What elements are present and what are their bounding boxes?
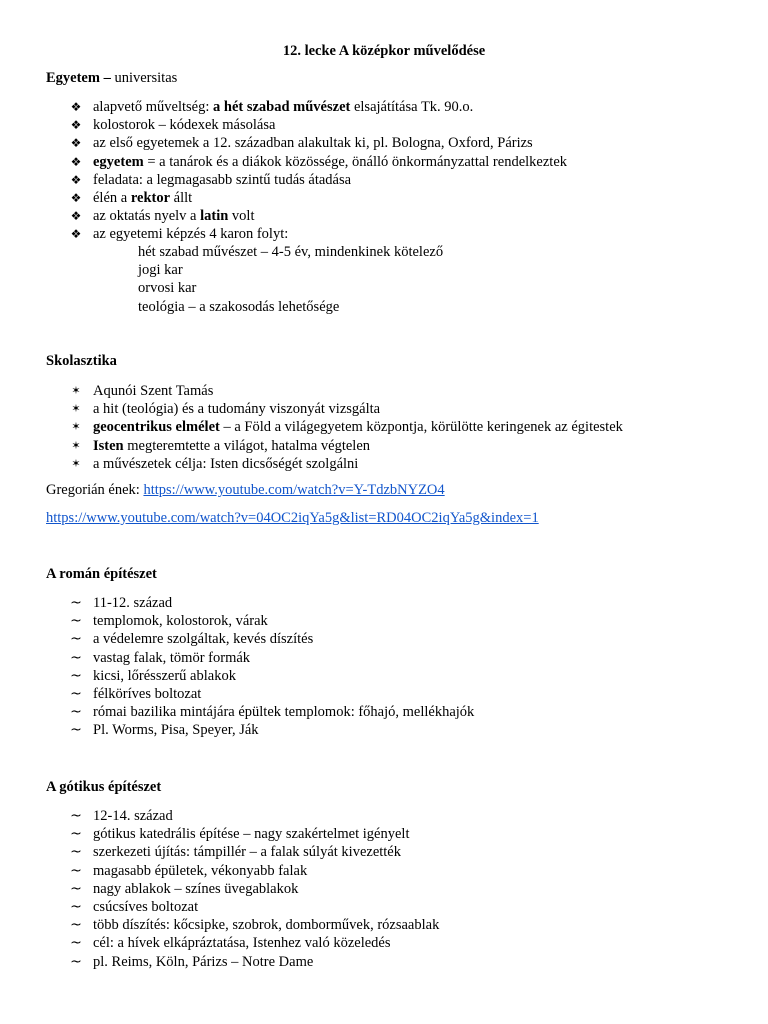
item-text: az első egyetemek a 12. században alakultak ki, pl. Bologna, Oxford, Párizs: [93, 135, 533, 152]
diamond-bullet-icon: ❖: [70, 190, 82, 205]
item-text: = a tanárok és a diákok közössége, önálló önkormányzattal rendelkeztek: [143, 153, 568, 170]
item-text: több díszítés: kőcsipke, szobrok, domborművek, rózsaablak: [93, 917, 440, 934]
egyetem-sub-list: [138, 243, 443, 316]
item-text: félköríves boltozat: [93, 685, 202, 702]
item-text: vastag falak, tömör formák: [93, 649, 251, 666]
diamond-bullet-icon: ❖: [70, 100, 82, 114]
diamond-bullet-icon: ❖: [70, 172, 82, 187]
tilde-bullet-icon: ~: [70, 917, 82, 934]
item-text: feladata: a legmagasabb szintű tudás átadása: [93, 171, 352, 188]
item-text: Pl. Worms, Pisa, Speyer, Ják: [93, 722, 259, 739]
tilde-bullet-icon: ~: [70, 844, 82, 861]
list-item: [0, 98, 567, 116]
tilde-bullet-icon: ~: [70, 613, 82, 630]
item-text: volt: [228, 208, 255, 225]
section-heading-skolasztika: [46, 353, 117, 370]
item-text: a művészetek célja: Isten dicsőségét szolgálni: [93, 455, 359, 472]
diamond-bullet-icon: ❖: [70, 154, 82, 169]
item-text: templomok, kolostorok, várak: [93, 613, 268, 630]
item-text: pl. Reims, Köln, Párizs – Notre Dame: [93, 953, 314, 970]
item-text-bold: geocentrikus elmélet: [93, 419, 220, 436]
section-heading-gotikus: [46, 779, 161, 796]
list-item: [0, 916, 439, 934]
section-heading-egyetem: [46, 70, 177, 87]
tilde-bullet-icon: ~: [70, 862, 82, 879]
egyetem-list: [0, 98, 567, 244]
heading-text: A gótikus építészet: [46, 779, 162, 795]
list-item: [0, 382, 623, 400]
star-bullet-icon: ✶: [71, 384, 81, 397]
item-text: római bazilika mintájára épültek templomok: főhajó, mellékhajók: [93, 704, 475, 721]
item-text: magasabb épületek, vékonyabb falak: [93, 862, 308, 879]
gregorian-line: [46, 482, 445, 499]
item-text-bold: Isten: [93, 437, 124, 454]
diamond-bullet-icon: ❖: [70, 209, 82, 224]
item-text: 11-12. század: [93, 595, 173, 611]
gregorian-link-1[interactable]: https://www.youtube.com/watch?v=Y-TdzbNYZO4: [143, 482, 445, 498]
list-item: [0, 807, 439, 825]
list-item: [0, 207, 567, 225]
skolasztika-list: [0, 382, 623, 473]
list-item: [0, 685, 474, 703]
item-text: Aqunói Szent Tamás: [93, 383, 214, 399]
item-text: az egyetemi képzés 4 karon folyt:: [93, 226, 289, 243]
tilde-bullet-icon: ~: [70, 631, 82, 648]
list-item: [0, 153, 567, 171]
item-text-bold: rektor: [130, 189, 171, 206]
list-item: [0, 594, 474, 612]
list-item: [0, 953, 439, 971]
diamond-bullet-icon: ❖: [70, 227, 82, 242]
star-bullet-icon: ✶: [71, 438, 81, 452]
gregorian-label: Gregorián ének:: [46, 482, 144, 498]
tilde-bullet-icon: ~: [70, 808, 82, 824]
item-text: kolostorok – kódexek másolása: [93, 117, 276, 134]
list-item: [0, 667, 474, 685]
list-item: [0, 880, 439, 898]
sub-list-item: hét szabad művészet – 4-5 év, mindenkinek kötelező: [138, 244, 444, 260]
sub-list-item: teológia – a szakosodás lehetősége: [138, 298, 340, 315]
gotikus-list: [0, 807, 439, 971]
heading-text: A román építészet: [46, 566, 157, 582]
list-item: [0, 703, 474, 721]
sub-list-item: orvosi kar: [138, 280, 197, 297]
list-item: [0, 455, 623, 473]
item-text: a hit (teológia) és a tudomány viszonyát vizsgálta: [93, 401, 381, 418]
tilde-bullet-icon: ~: [70, 649, 82, 666]
heading-text: Skolasztika: [46, 353, 117, 369]
item-text: a védelemre szolgáltak, kevés díszítés: [93, 631, 314, 648]
gregorian-link-2[interactable]: https://www.youtube.com/watch?v=04OC2iqYa5g&list=RD04OC2iqYa5g&index=1: [46, 510, 539, 526]
list-item: [0, 862, 439, 880]
list-item: [0, 400, 623, 418]
tilde-bullet-icon: ~: [70, 667, 82, 684]
list-item: [0, 225, 567, 243]
list-item: [0, 418, 623, 436]
list-item: [0, 825, 439, 843]
item-text-bold: latin: [200, 208, 229, 225]
tilde-bullet-icon: ~: [70, 935, 82, 952]
heading-bold: Egyetem –: [46, 70, 111, 86]
gregorian-line-2: [46, 510, 539, 527]
item-text: elsajátítása Tk. 90.o.: [350, 99, 474, 115]
item-text: 12-14. század: [93, 808, 173, 824]
list-item: [0, 934, 439, 952]
list-item: [0, 189, 567, 207]
list-item: [0, 898, 439, 916]
item-text: csúcsíves boltozat: [93, 898, 199, 915]
item-text: kicsi, lőrésszerű ablakok: [93, 667, 236, 684]
roman-list: [0, 594, 474, 740]
section-heading-roman: [46, 566, 157, 583]
list-item: [0, 612, 474, 630]
sub-list-item: jogi kar: [138, 262, 183, 279]
star-bullet-icon: ✶: [71, 420, 81, 434]
item-text-bold: egyetem: [93, 153, 144, 170]
list-item: [0, 437, 623, 455]
item-text: megteremtette a világot, hatalma végtelen: [123, 437, 371, 454]
list-item: [0, 843, 439, 861]
list-item: [0, 649, 474, 667]
item-text: az oktatás nyelv a: [93, 208, 201, 225]
item-text: cél: a hívek elkápráztatása, Istenhez való közeledés: [93, 935, 391, 952]
heading-rest: universitas: [110, 70, 178, 86]
item-text: szerkezeti újítás: támpillér – a falak súlyát kivezették: [93, 844, 401, 861]
list-item: [0, 721, 474, 739]
list-item: [0, 116, 567, 134]
tilde-bullet-icon: ~: [70, 704, 82, 721]
item-text: gótikus katedrális építése – nagy szakértelmet igényelt: [93, 826, 410, 843]
tilde-bullet-icon: ~: [70, 826, 82, 843]
star-bullet-icon: ✶: [71, 456, 81, 470]
item-text: állt: [170, 189, 193, 206]
diamond-bullet-icon: ❖: [70, 118, 82, 133]
list-item: [0, 134, 567, 152]
item-text: – a Föld a világegyetem központja, körülötte keringenek az égitestek: [219, 419, 623, 436]
item-text: alapvető műveltség:: [93, 99, 213, 115]
tilde-bullet-icon: ~: [70, 722, 82, 739]
list-item: [0, 171, 567, 189]
diamond-bullet-icon: ❖: [70, 136, 82, 151]
item-text: nagy ablakok – színes üvegablakok: [93, 880, 299, 897]
tilde-bullet-icon: ~: [70, 685, 82, 702]
item-text-bold: a hét szabad művészet: [213, 99, 351, 115]
item-text: élén a: [93, 189, 131, 206]
star-bullet-icon: ✶: [71, 402, 81, 416]
tilde-bullet-icon: ~: [70, 880, 82, 897]
tilde-bullet-icon: ~: [70, 595, 82, 611]
tilde-bullet-icon: ~: [70, 898, 82, 915]
list-item: [0, 630, 474, 648]
page-title: 12. lecke A középkor művelődése: [282, 43, 486, 59]
tilde-bullet-icon: ~: [70, 953, 82, 970]
